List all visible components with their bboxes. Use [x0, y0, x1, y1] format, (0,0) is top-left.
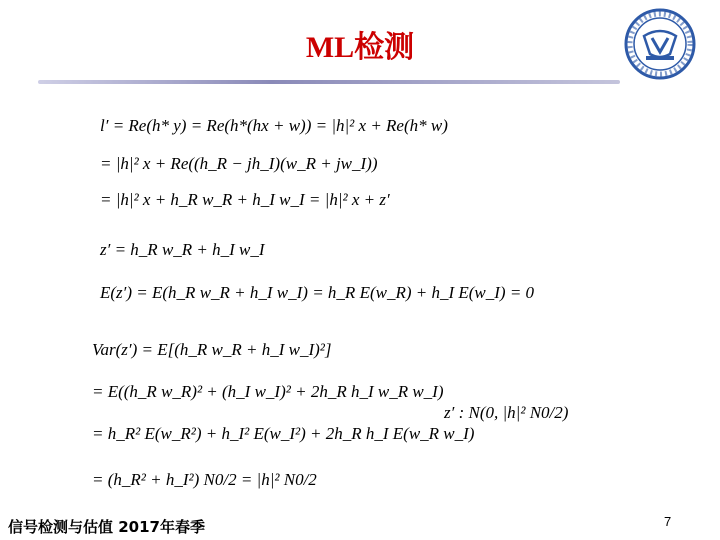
slide-title: ML检测 [305, 31, 415, 64]
title-divider [38, 80, 620, 84]
equation-noise-variance: Var(z′) = E[(h_R w_R + h_I w_I)²] [92, 340, 332, 359]
footer-course-label: 信号检测与估值 2017年春季 [8, 518, 205, 536]
equation-noise-definition: z′ = h_R w_R + h_I w_I [100, 240, 265, 259]
equation-decision-statistic: l′ = Re(h* y) = Re(h*(hx + w)) = |h|² x + Re(h* w) [100, 116, 448, 135]
equation-variance-result: = (h_R² + h_I²) N0/2 = |h|² N0/2 [92, 470, 317, 489]
university-seal-icon [624, 8, 696, 80]
equation-expansion: = |h|² x + Re((h_R − jh_I)(w_R + jw_I)) [100, 154, 378, 173]
equation-variance-step-1: = E((h_R w_R)² + (h_I w_I)² + 2h_R h_I w_R w_I) [92, 382, 444, 401]
page-number: 7 [664, 514, 672, 529]
equation-real-part: = |h|² x + h_R w_R + h_I w_I = |h|² x + z′ [100, 190, 390, 209]
equation-variance-step-2: = h_R² E(w_R²) + h_I² E(w_I²) + 2h_R h_I E(w_R w_I) [92, 424, 475, 443]
equation-noise-distribution: z′ : N(0, |h|² N0/2) [444, 403, 569, 422]
equation-noise-mean: E(z′) = E(h_R w_R + h_I w_I) = h_R E(w_R) + h_I E(w_I) = 0 [100, 283, 535, 302]
